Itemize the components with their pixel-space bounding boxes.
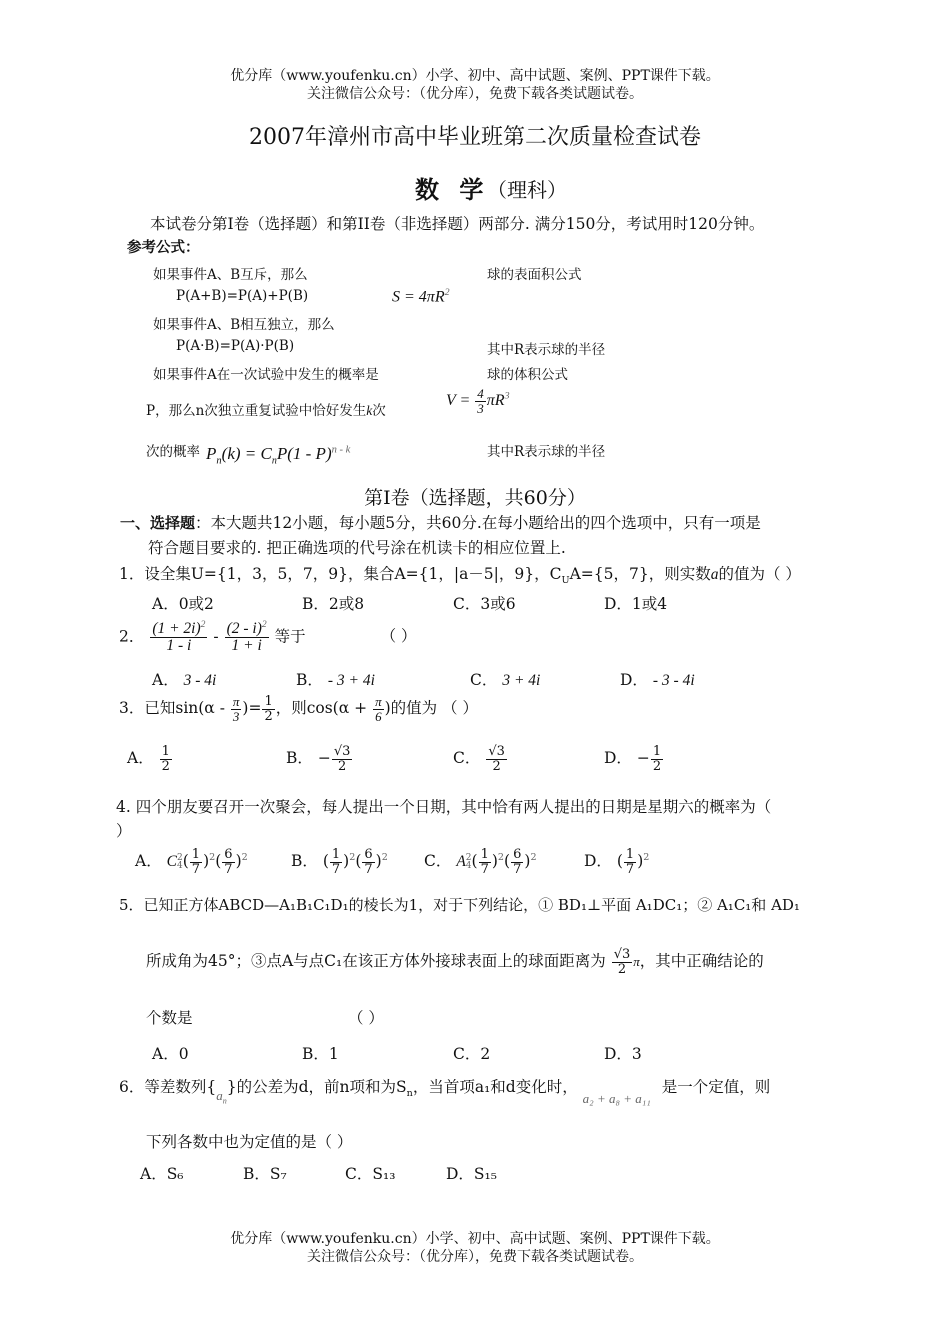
frac-den: 7 <box>625 861 635 877</box>
q4-option-a: A． C 2 4 ( $\frac{1}{7}$ )$^2$( $\frac{6}{7}$ )$^2$ <box>135 847 248 877</box>
q-text: 等于 <box>274 627 306 646</box>
frac-num: 1 <box>480 847 489 862</box>
exp: 2 <box>349 851 356 863</box>
index-stack <box>177 854 183 870</box>
formula-text: 球的表面积公式 <box>487 267 582 283</box>
frac-den: 1 - i <box>166 637 192 655</box>
frac-num: 6 <box>224 847 233 862</box>
question-2 <box>119 620 417 655</box>
formula-text: 次的概率 <box>146 444 200 460</box>
frac-num: 1 <box>625 847 635 862</box>
q4-option-b: B． ( $\frac{1}{7}$ )$^2$( $\frac{6}{7}$ )$^2$ <box>291 847 388 877</box>
var-sub: n <box>222 1096 227 1106</box>
section-heading-text: ：本大题共12小题，每小题5分，共60分.在每小题给出的四个选项中，只有一项是 <box>195 514 761 532</box>
q-text: 6．等差数列{ <box>119 1078 217 1096</box>
option-label: C． <box>453 749 481 768</box>
fraction <box>373 695 384 723</box>
formula-part: (1 - P) <box>287 444 332 463</box>
q2-option-d <box>620 668 695 690</box>
subject-note: （理科） <box>487 178 567 202</box>
fraction <box>486 745 507 773</box>
q2-option-a <box>152 668 216 690</box>
pi-symbol: π <box>633 954 640 970</box>
q-text: 2． <box>119 627 145 646</box>
q-text: ，其中正确结论的 <box>639 952 764 971</box>
q6-option-c: C．S₁₃ <box>345 1165 396 1183</box>
fraction <box>262 695 274 723</box>
q6-option-b: B．S₇ <box>243 1165 287 1183</box>
index-sub: 4 <box>176 861 183 872</box>
formula-text: P(A·B)=P(A)·P(B) <box>176 338 295 354</box>
option-label: D． <box>604 749 632 768</box>
fraction <box>231 695 242 723</box>
formula-part: (k) = C <box>221 444 272 463</box>
q-text: A={5，7}，则实数 <box>569 565 711 583</box>
frac-exp: 2 <box>200 619 206 630</box>
question-6-line1 <box>119 1075 771 1106</box>
formula-text: P(A+B)=P(A)+P(B) <box>176 288 309 304</box>
section-heading <box>120 511 761 533</box>
index-sup: 2 <box>176 853 183 864</box>
comb-c: C <box>166 853 177 871</box>
q6-option-d: D．S₁₅ <box>446 1165 497 1183</box>
frac-num: 1 <box>652 744 662 759</box>
section-heading-line2: 符合题目要求的. 把正确选项的代号涂在机读卡的相应位置上. <box>148 539 566 557</box>
option-label: C． <box>424 852 452 871</box>
fraction <box>479 848 491 876</box>
subject-title: 数 学 <box>415 175 490 204</box>
formula-text: 如果事件A在一次试验中发生的概率是 <box>153 367 379 383</box>
option-label: A． <box>152 671 179 689</box>
frac-num <box>225 620 269 638</box>
exam-title: 2007年漳州市高中毕业班第二次质量检查试卷 <box>249 125 701 150</box>
q-text: 是一个定值，则 <box>661 1078 771 1096</box>
formula-text: 如果事件A、B互斥，那么 <box>153 267 308 283</box>
q3-option-c <box>453 745 508 773</box>
var-base: a <box>216 1088 223 1103</box>
q-text: ，则cos(α + <box>275 699 368 718</box>
frac-den: 2 <box>652 758 662 774</box>
option-value: 3 - 4i <box>183 672 217 689</box>
index-stack <box>466 854 472 870</box>
formula-exp: n - k <box>331 444 351 456</box>
formula-sub: n <box>271 455 277 467</box>
exp: 2 <box>497 851 505 863</box>
q-text: 的值为（ ） <box>718 565 801 583</box>
frac-den: 7 <box>191 861 201 877</box>
perm-a: A <box>456 853 466 871</box>
q1-option-c: C．3或6 <box>453 595 516 613</box>
question-6-line2: 下列各数中也为定值的是（ ） <box>146 1133 353 1151</box>
formula-text: 其中R表示球的半径 <box>487 444 606 460</box>
fraction <box>511 848 523 876</box>
neg-sign: − <box>636 749 650 768</box>
frac-exp: 2 <box>261 619 267 630</box>
question-1 <box>119 562 801 586</box>
q5-option-b: B．1 <box>302 1045 339 1063</box>
q4-option-d: D． ( $\frac{1}{7}$ )$^2$ <box>584 847 650 877</box>
fraction <box>160 745 172 773</box>
frac-den: 7 <box>364 861 373 877</box>
exp: 2 <box>381 851 388 863</box>
frac-num: 4 <box>477 386 484 401</box>
fraction <box>190 848 202 876</box>
formula-text-part: 次 <box>372 403 386 419</box>
frac-num: √3 <box>613 947 631 962</box>
neg-sign: − <box>317 749 331 768</box>
frac-den: 1 + i <box>231 637 262 655</box>
formula-sphere-area <box>392 287 450 306</box>
sum-expression: a₂ + a₈ + a₁₁ <box>582 1091 651 1106</box>
frac-num <box>150 620 207 638</box>
exam-intro: 本试卷分第I卷（选择题）和第II卷（非选择题）两部分. 满分150分，考试用时120分钟。 <box>150 215 765 233</box>
frac-den: 7 <box>331 861 341 877</box>
q-text: }的公差为d，前n项和为S <box>226 1078 407 1096</box>
page-footer-line2: 关注微信公众号：（优分库），免费下载各类试题试卷。 <box>307 1249 643 1265</box>
frac-den: 2 <box>492 758 501 774</box>
question-4: 4. 四个朋友要召开一次聚会，每人提出一个日期，其中恰有两人提出的日期是星期六的概率为（ <box>116 798 772 816</box>
option-value: - 3 - 4i <box>652 672 695 689</box>
page-footer-line1: 优分库（www.youfenku.cn）小学、初中、高中试题、案例、PPT课件下载。 <box>230 1231 720 1247</box>
frac-num: 1 <box>191 847 201 862</box>
frac-num: 1 <box>161 744 170 759</box>
formulas-heading: 参考公式： <box>127 240 200 256</box>
exp: 2 <box>530 851 537 863</box>
frac-num-text: (1 + 2i) <box>152 620 201 638</box>
question-5-line3: 个数是 <box>146 1009 193 1027</box>
formula-part: πR <box>486 391 505 409</box>
section-heading-label: 一、选择题 <box>120 514 196 532</box>
q3-option-d <box>604 745 664 773</box>
q6-option-a: A．S₆ <box>140 1165 184 1183</box>
q5-option-d: D．3 <box>604 1045 642 1063</box>
q2-option-c <box>470 668 540 690</box>
option-label: A． <box>127 749 154 768</box>
fraction <box>332 745 353 773</box>
formula-exp: 2 <box>444 287 450 298</box>
page-header-line1: 优分库（www.youfenku.cn）小学、初中、高中试题、案例、PPT课件下载。 <box>230 68 720 84</box>
frac-den: 2 <box>264 708 273 724</box>
q-text: 3．已知sin(α - <box>119 699 225 718</box>
question-5-line1: 5．已知正方体ABCD—A₁B₁C₁D₁的棱长为1，对于下列结论，① BD₁⊥平面 A₁DC₁；② A₁C₁和 AD₁ <box>119 896 800 914</box>
fraction <box>624 848 636 876</box>
var-a: a <box>710 566 719 583</box>
formula-text <box>146 399 386 419</box>
q1-option-d: D．1或4 <box>604 595 668 613</box>
option-label: B． <box>296 671 323 689</box>
exp: 2 <box>643 851 650 863</box>
section-title: 第I卷（选择题，共60分） <box>364 487 586 509</box>
var-k: k <box>366 403 373 418</box>
frac-den: 2 <box>161 758 170 774</box>
option-label: A． <box>135 852 162 871</box>
frac-den: 7 <box>513 861 522 877</box>
q-sub: n <box>406 1088 413 1100</box>
q1-option-b: B．2或8 <box>302 595 365 613</box>
q-text: ，当首项a₁和d变化时， <box>412 1078 578 1096</box>
exp: 2 <box>209 851 216 863</box>
frac-num: 1 <box>264 694 273 709</box>
fraction <box>651 745 663 773</box>
option-label: D． <box>620 671 648 689</box>
frac-den: 7 <box>224 861 233 877</box>
fraction <box>222 848 234 876</box>
frac-num: √3 <box>333 744 351 759</box>
frac-den: 3 <box>232 708 240 724</box>
q1-option-a: A．0或2 <box>152 595 214 613</box>
q-text: 所成角为45°；③点A与点C₁在该正方体外接球表面上的球面距离为 <box>146 952 606 971</box>
page-header-line2: 关注微信公众号：（优分库），免费下载各类试题试卷。 <box>307 86 643 102</box>
exp: 2 <box>241 851 248 863</box>
formula-part: P <box>206 444 217 463</box>
formula-part: P <box>276 444 288 463</box>
option-label: B． <box>286 749 313 768</box>
var-a <box>216 1088 227 1106</box>
fraction <box>475 387 486 415</box>
index-sup: 2 <box>465 853 472 864</box>
question-5-line2 <box>146 948 764 976</box>
option-label: D． <box>584 852 612 871</box>
formula-sub: n <box>216 455 222 467</box>
q-paren: （ ） <box>380 627 417 646</box>
frac-num: π <box>375 694 382 709</box>
q5-paren: （ ） <box>348 1009 384 1027</box>
frac-num: 6 <box>364 847 373 862</box>
frac-den: 3 <box>477 400 484 416</box>
question-3 <box>119 695 478 723</box>
q2-option-b <box>296 668 375 690</box>
fraction <box>612 948 633 976</box>
frac-den: 7 <box>480 861 489 877</box>
fraction <box>225 620 269 655</box>
frac-num: √3 <box>488 744 505 759</box>
formula-exp: 3 <box>504 390 510 402</box>
frac-num: 1 <box>331 847 341 862</box>
q-text: 1．设全集U={1，3，5，7，9}，集合A={1，|a－5|，9}，C <box>119 565 562 583</box>
q5-option-a: A．0 <box>152 1045 189 1063</box>
option-value: 3 + 4i <box>502 672 541 689</box>
q-sub: U <box>561 575 570 587</box>
formula-text: 球的体积公式 <box>487 367 568 383</box>
frac-den: 6 <box>375 708 382 724</box>
fraction <box>330 848 342 876</box>
frac-num-text: (2 - i) <box>226 620 262 638</box>
fraction <box>150 620 207 655</box>
option-label: C． <box>470 671 498 689</box>
question-4-end: ） <box>116 822 132 840</box>
formula-text-part: P，那么n次独立重复试验中恰好发生 <box>146 403 367 419</box>
formula-sphere-volume <box>446 387 510 415</box>
formula-part: V = <box>446 391 471 409</box>
frac-num: 6 <box>513 847 522 862</box>
q5-option-c: C．2 <box>453 1045 491 1063</box>
q-text: )= <box>242 699 262 718</box>
option-value: - 3 + 4i <box>327 672 375 689</box>
q3-option-a <box>127 745 173 773</box>
q3-option-b <box>286 745 353 773</box>
frac-num: π <box>232 694 240 709</box>
formula-binomial <box>206 444 350 466</box>
q-op: - <box>213 627 219 646</box>
fraction <box>362 848 374 876</box>
q-text: )的值为 （ ） <box>384 699 478 718</box>
option-label: B． <box>291 852 318 871</box>
frac-den: 2 <box>617 961 627 977</box>
formula-part: S = 4πR <box>392 288 445 306</box>
formula-text: 其中R表示球的半径 <box>487 342 606 358</box>
formula-text: 如果事件A、B相互独立，那么 <box>153 317 335 333</box>
q4-option-c: C． A 2 4 ( $\frac{1}{7}$ )$^2$( $\frac{6}{7}$ )$^2$ <box>424 847 537 877</box>
frac-den: 2 <box>337 758 347 774</box>
index-sub: 4 <box>465 861 472 872</box>
